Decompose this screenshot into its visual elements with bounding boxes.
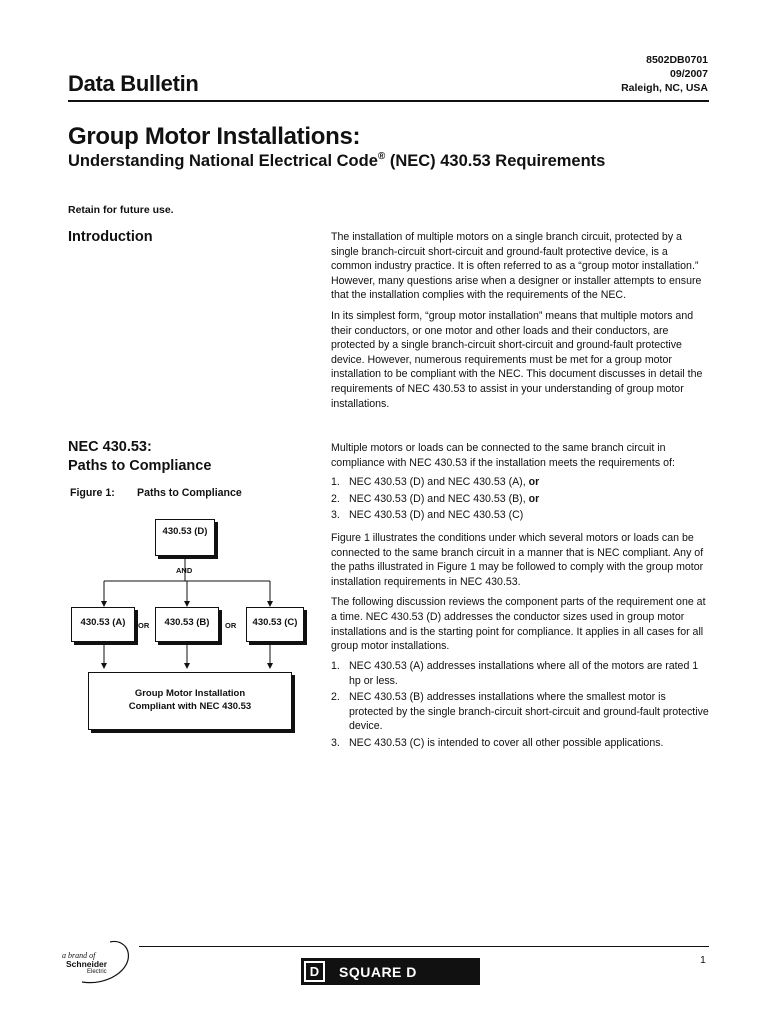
list-number: 2. — [331, 492, 340, 505]
list-number: 1. — [331, 660, 340, 672]
result-line-1: Group Motor Installation — [134, 688, 246, 699]
requirement-box-b: 430.53 (B) — [155, 607, 219, 642]
list-conjunction: or — [528, 476, 540, 488]
introduction-body — [331, 230, 711, 417]
requirement-box-c: 430.53 (C) — [246, 607, 304, 642]
registered-mark: ® — [377, 151, 386, 162]
brand-prefix: a brand of — [62, 951, 96, 960]
intro-paragraph-1: The installation of multiple motors on a single branch circuit, protected by a single branch-circuit short-circuit and ground-fault protective device, is a common industry practice. It is often referred to as a “group motor installation.” However, many questions arise when a designer or installer attempts to ensure that the installation complies with the requirements of the NEC. — [331, 231, 702, 302]
list-conjunction: or — [528, 492, 540, 505]
or-label: OR — [138, 621, 150, 630]
list-item — [331, 736, 711, 751]
page-number: 1 — [700, 954, 706, 966]
requirement-box-a: 430.53 (A) — [71, 607, 135, 642]
footer-divider — [139, 946, 709, 947]
list-number: 3. — [331, 736, 340, 749]
square-d-icon: D — [304, 961, 325, 982]
subtitle-pre: Understanding National Electrical Code — [68, 152, 378, 170]
list-text: NEC 430.53 (D) and NEC 430.53 (A), — [349, 476, 529, 488]
page-subtitle — [68, 151, 605, 171]
bulletin-title: Data Bulletin — [68, 71, 199, 96]
introduction-heading: Introduction — [68, 229, 153, 245]
figure-title: Paths to Compliance — [137, 487, 242, 499]
header-divider — [68, 100, 709, 102]
list-number: 3. — [331, 509, 340, 522]
list-text: NEC 430.53 (A) addresses installations where all of the motors are rated 1 hp or less. — [349, 660, 699, 687]
list-item — [331, 690, 711, 734]
compliance-body — [331, 531, 711, 660]
and-label: AND — [176, 566, 193, 575]
square-d-logo — [301, 958, 480, 985]
brand-sub: Electric — [87, 969, 107, 975]
compliance-flow-diagram — [60, 510, 310, 740]
compliance-lead — [331, 441, 711, 476]
requirements-list — [331, 659, 711, 753]
list-text: NEC 430.53 (C) is intended to cover all other possible applications. — [349, 736, 664, 749]
list-item — [331, 659, 711, 688]
brand-name: Schneider — [66, 959, 108, 969]
list-text: NEC 430.53 (D) and NEC 430.53 (C) — [349, 509, 524, 522]
list-item — [331, 508, 711, 523]
result-line-2: Compliant with NEC 430.53 — [128, 701, 252, 712]
compliance-result-box — [88, 672, 292, 730]
or-label: OR — [225, 621, 237, 630]
retain-notice: Retain for future use. — [68, 204, 174, 216]
compliance-paths-list — [331, 475, 711, 525]
page-title: Group Motor Installations: — [68, 123, 361, 150]
list-text: NEC 430.53 (B) addresses installations where the smallest motor is protected by the single branch-circuit short-circuit and ground-fault protective device. — [349, 691, 709, 733]
document-location: Raleigh, NC, USA — [621, 82, 708, 94]
compliance-heading-line-1: NEC 430.53: — [68, 439, 152, 455]
list-number: 1. — [331, 476, 340, 488]
document-date: 09/2007 — [670, 68, 708, 80]
subtitle-post: (NEC) 430.53 Requirements — [385, 152, 606, 170]
square-d-wordmark: SQUARE D — [339, 963, 417, 980]
compliance-heading-line-2: Paths to Compliance — [68, 458, 212, 474]
list-number: 2. — [331, 691, 340, 704]
compliance-lead-text: Multiple motors or loads can be connected to the same branch circuit in compliance with NEC 430.53 if the installation meets the requirements of: — [331, 442, 675, 469]
compliance-paragraph-2: The following discussion reviews the component parts of the requirement one at a time. NEC 430.53 (D) addresses the conductor sizes used in group motor installations and is the starting point for compliance. It applies in all cases for all group motor installations. — [331, 596, 706, 653]
list-item — [331, 492, 711, 507]
compliance-paragraph-1: Figure 1 illustrates the conditions under which several motors or loads can be connected to the same branch circuit in a manner that is NEC compliant. Any of the paths illustrated in Figure 1 may be followed to comply with the group motor installation requirements in NEC 430.53. — [331, 532, 704, 588]
requirement-box-d: 430.53 (D) — [155, 519, 215, 556]
list-item — [331, 475, 711, 490]
figure-label: Figure 1: — [70, 487, 115, 499]
compliance-heading — [68, 438, 211, 476]
schneider-brand-logo — [62, 938, 134, 990]
list-text: NEC 430.53 (D) and NEC 430.53 (B), — [349, 492, 529, 505]
intro-paragraph-2: In its simplest form, “group motor installation” means that multiple motors and their conductors, or one motor and other loads and their conductors, are protected by a single branch-circuit short-circuit and ground-fault protective device. However, numerous requirements must be met for a group motor installation to be compliant with the NEC. This document discusses in detail the requirements of NEC 430.53 to assist in your understanding of group motor installations. — [331, 309, 703, 410]
document-number: 8502DB0701 — [646, 54, 708, 66]
